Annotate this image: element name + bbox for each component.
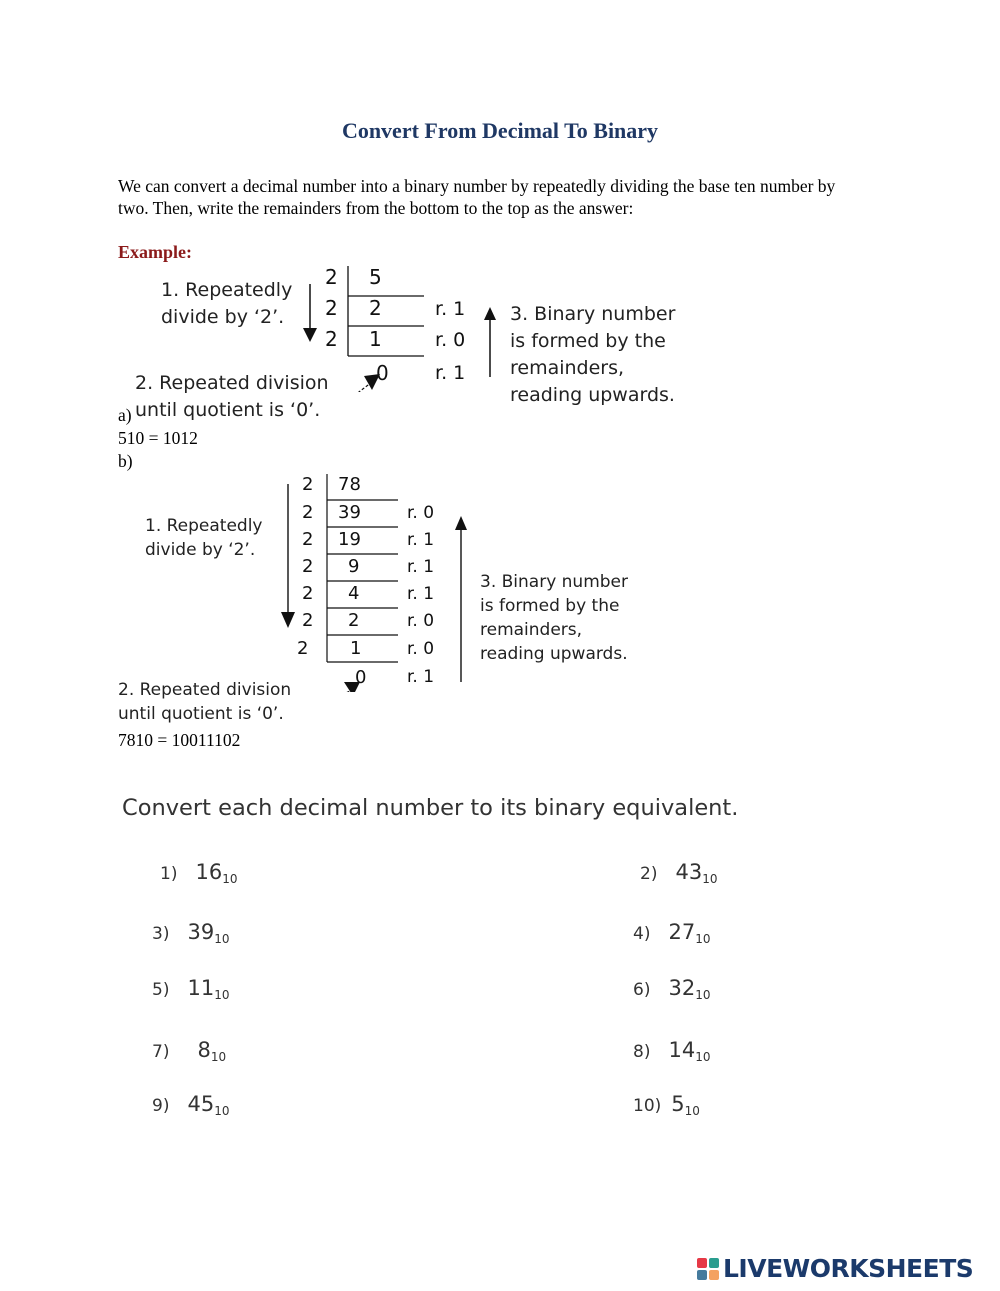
diagram-b-quotient: 39 [338, 502, 361, 523]
diagram-b-quotient: 0 [355, 667, 367, 688]
diagram-b-divisor: 2 [297, 638, 309, 659]
diagram-b-quotient: 78 [338, 474, 361, 495]
liveworksheets-logo [697, 1254, 973, 1283]
diagram-b-remainder: r. 1 [407, 584, 435, 604]
logo-text: LIVEWORKSHEETS [723, 1254, 974, 1283]
instruction-heading: Convert each decimal number to its binary equivalent. [122, 795, 739, 821]
diagram-a-quotient: 2 [369, 296, 382, 320]
diagram-b-divisor: 2 [302, 474, 314, 495]
diagram-b-divisor: 2 [302, 583, 314, 604]
diagram-a-remainder: r. 1 [435, 298, 466, 320]
question-2: 2) $43_{10}$ [640, 860, 718, 886]
question-7: 7) $8_{10}$ [152, 1038, 227, 1064]
diagram-a-divisor: 2 [325, 265, 338, 289]
diagram-b-step1: 1. Repeatedly divide by ‘2’. [145, 516, 263, 560]
example-a-label: a) [118, 405, 132, 425]
diagram-a-divisor: 2 [325, 296, 338, 320]
question-5: 5) $11_{10}$ [152, 976, 230, 1002]
diagram-b-step2: 2. Repeated division until quotient is ‘0’. [118, 680, 292, 724]
diagram-a-divisor: 2 [325, 327, 338, 351]
example-label: Example: [118, 242, 192, 262]
diagram-b-remainder: r. 0 [407, 503, 435, 523]
question-3: 3) $39_{10}$ [152, 920, 230, 946]
diagram-a-step2: 2. Repeated division until quotient is ‘0’. [135, 372, 329, 421]
diagram-a-quotient: 5 [369, 265, 382, 289]
example-b-label: b) [118, 451, 133, 471]
diagram-b-remainder: r. 1 [407, 557, 435, 577]
diagram-b-remainder: r. 0 [407, 639, 435, 659]
diagram-b-remainder: r. 1 [407, 667, 435, 687]
intro-paragraph: We can convert a decimal number into a binary number by repeatedly dividing the base ten number by two. Then, write the remainders from the bottom to the top as the answer: [118, 176, 836, 218]
diagram-a-step3: 3. Binary number is formed by the remainders, reading upwards. [510, 303, 676, 406]
diagram-b-divisor: 2 [302, 502, 314, 523]
diagram-b-remainder: r. 0 [407, 611, 435, 631]
question-10: 10) $5_{10}$ [633, 1092, 700, 1118]
diagram-a-quotient: 0 [376, 361, 389, 385]
diagram-b-divisor: 2 [302, 529, 314, 550]
diagram-b-divisor: 2 [302, 610, 314, 631]
page-title: Convert From Decimal To Binary [341, 118, 659, 143]
diagram-b-quotient: 1 [350, 638, 362, 659]
diagram-a-remainder: r. 1 [435, 362, 466, 384]
question-9: 9) $45_{10}$ [152, 1092, 230, 1118]
diagram-a-quotient: 1 [369, 327, 382, 351]
question-4: 4) $27_{10}$ [633, 920, 711, 946]
diagram-b-remainder: r. 1 [407, 530, 435, 550]
example-b-result: 7810 = 10011102 [118, 730, 241, 750]
diagram-b-quotient: 4 [348, 583, 360, 604]
example-a-result: 510 = 1012 [118, 428, 198, 448]
diagram-a-remainder: r. 0 [435, 329, 466, 351]
diagram-b-step3: 3. Binary number is formed by the remainders, reading upwards. [480, 572, 629, 664]
question-6: 6) $32_{10}$ [633, 976, 711, 1002]
diagram-b-divisor: 2 [302, 556, 314, 577]
logo-mark-icon [697, 1258, 719, 1280]
diagram-b-quotient: 9 [348, 556, 360, 577]
diagram-b-quotient: 19 [338, 529, 361, 550]
diagram-b-quotient: 2 [348, 610, 360, 631]
question-8: 8) $14_{10}$ [633, 1038, 711, 1064]
diagram-a-step1: 1. Repeatedly divide by ‘2’. [161, 279, 293, 328]
question-1: 1) $16_{10}$ [160, 860, 238, 886]
